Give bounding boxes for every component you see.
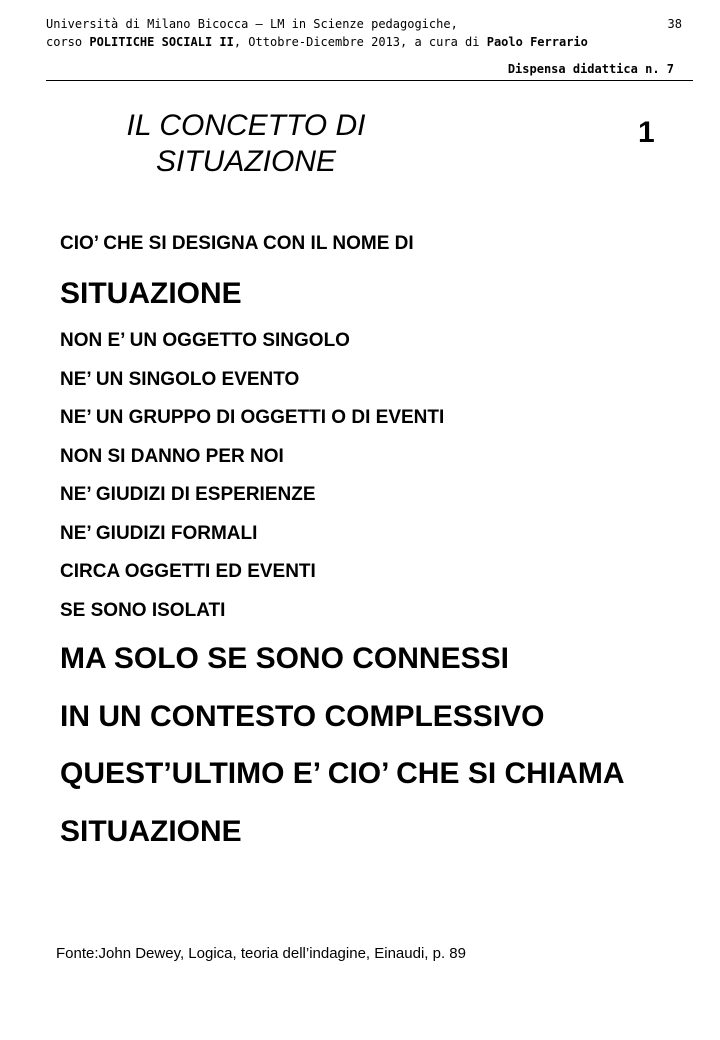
body-line: MA SOLO SE SONO CONNESSI [60, 642, 509, 675]
body-line: SITUAZIONE [60, 815, 242, 848]
page-number: 38 [667, 17, 682, 31]
slide-title [96, 108, 396, 180]
body-line: NON SI DANNO PER NOI [60, 446, 284, 467]
header-institution: Università di Milano Bicocca – LM in Scienze pedagogiche, [46, 17, 458, 31]
slide-title-line-2: SITUAZIONE [155, 145, 336, 178]
dispensa-label: Dispensa didattica n. 7 [507, 62, 674, 76]
body-line: CIO’ CHE SI DESIGNA CON IL NOME DI [60, 233, 414, 254]
body-line: NE’ GIUDIZI DI ESPERIENZE [60, 484, 316, 505]
body-line: IN UN CONTESTO COMPLESSIVO [60, 700, 545, 733]
body-line: NE’ UN GRUPPO DI OGGETTI O DI EVENTI [60, 407, 445, 428]
slide-number: 1 [638, 116, 655, 149]
slide-title-line-1: IL CONCETTO DI [126, 109, 366, 142]
header-course-dates: , Ottobre-Dicembre 2013, a cura di [233, 35, 487, 49]
header-course-name: POLITICHE SOCIALI II [89, 35, 234, 49]
source-citation: Fonte:John Dewey, Logica, teoria dell’indagine, Einaudi, p. 89 [56, 945, 466, 962]
body-line: NE’ GIUDIZI FORMALI [60, 523, 258, 544]
body-line: NE’ UN SINGOLO EVENTO [60, 369, 300, 390]
body-line: SE SONO ISOLATI [60, 600, 226, 621]
body-line: CIRCA OGGETTI ED EVENTI [60, 561, 316, 582]
header-author: Paolo Ferrario [486, 35, 588, 49]
header-course-line [46, 35, 588, 49]
body-line: SITUAZIONE [60, 277, 242, 310]
body-line: QUEST’ULTIMO E’ CIO’ CHE SI CHIAMA [60, 757, 625, 790]
header-course-prefix: corso [46, 35, 90, 49]
body-line: NON E’ UN OGGETTO SINGOLO [60, 330, 350, 351]
header-divider [46, 80, 693, 81]
